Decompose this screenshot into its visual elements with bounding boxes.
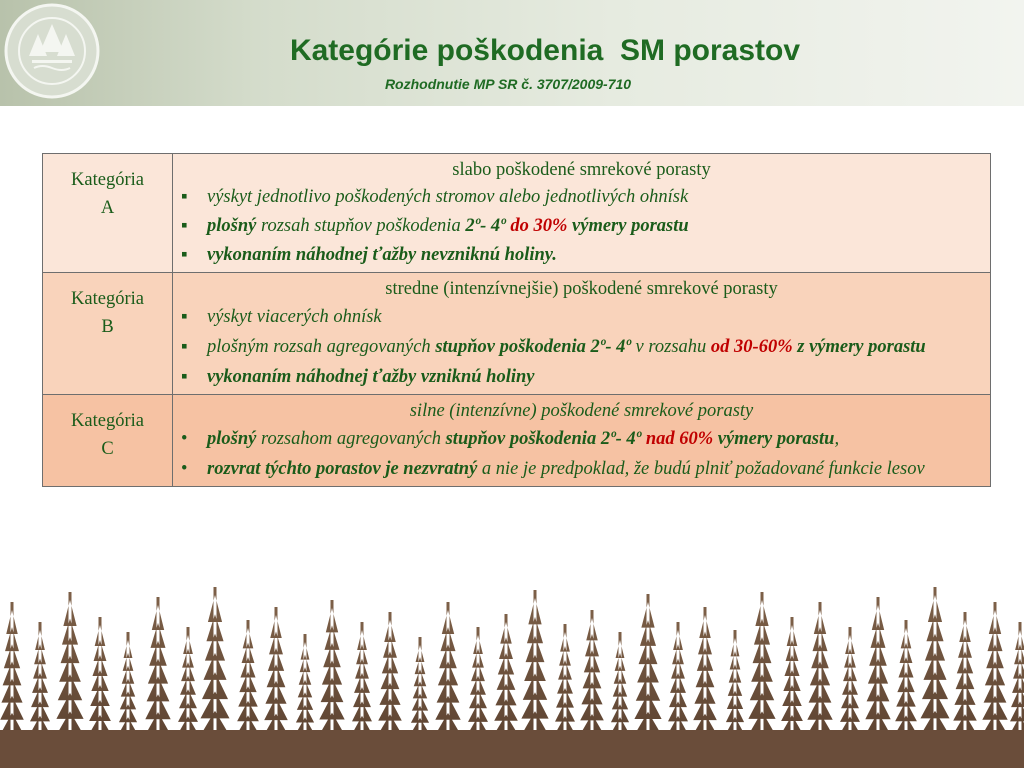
category-description-cell [173, 395, 991, 487]
category-heading: silne (intenzívne) poškodené smrekové porasty [409, 401, 754, 421]
square-bullet-icon: ▪ [181, 367, 188, 387]
damage-category-table [42, 153, 991, 487]
criteria-list [181, 183, 982, 270]
spruce-tree-icon [236, 620, 260, 736]
category-description-cell [173, 154, 991, 273]
spruce-tree-icon [610, 632, 630, 735]
category-label: Kategória [71, 170, 144, 190]
list-item: ▪ vykonaním náhodnej ťažby vzniknú holiny [181, 362, 982, 392]
spruce-tree-icon [0, 602, 25, 737]
spruce-tree-icon [318, 600, 346, 737]
round-bullet-icon: • [181, 459, 188, 479]
round-bullet-icon: • [181, 429, 188, 449]
category-letter: C [101, 439, 114, 459]
spruce-tree-icon [780, 617, 804, 736]
category-row-c [43, 395, 991, 487]
criteria-list [181, 424, 982, 484]
square-bullet-icon: ▪ [181, 187, 188, 207]
list-item: ▪ plošným rozsah agregovaných stupňov poškodenia 2º- 4º v rozsahu od 30-60% z výmery porastu [181, 332, 982, 362]
category-label-cell [43, 395, 173, 487]
spruce-tree-icon [692, 607, 718, 737]
spruce-tree-icon [434, 602, 462, 737]
spruce-tree-icon [667, 622, 689, 736]
spruce-tree-icon [725, 630, 745, 735]
list-item: ▪ plošný rozsah stupňov poškodenia 2º- 4º do 30% výmery porastu [181, 212, 982, 241]
page-title: Kategórie poškodenia SM porastov [289, 34, 801, 67]
spruce-tree-icon [88, 617, 112, 736]
spruce-tree-icon [981, 602, 1009, 737]
page-subtitle: Rozhodnutie MP SR č. 3707/2009-710 [384, 76, 632, 92]
spruce-tree-icon [55, 592, 85, 737]
category-letter: A [100, 198, 115, 218]
spruce-tree-icon [177, 627, 199, 735]
spruce-tree-icon [263, 607, 289, 737]
spruce-tree-icon [806, 602, 834, 737]
square-bullet-icon: ▪ [181, 337, 188, 357]
spruce-tree-icon [377, 612, 403, 736]
header-banner [0, 0, 1024, 106]
spruce-tree-icon [351, 622, 373, 736]
spruce-tree-icon [864, 597, 892, 737]
category-label: Kategória [71, 289, 144, 309]
category-label-cell [43, 273, 173, 395]
list-item: • plošný rozsahom agregovaných stupňov poškodenia 2º- 4º nad 60% výmery porastu, [181, 424, 982, 454]
square-bullet-icon: ▪ [181, 307, 188, 327]
category-row-b [43, 273, 991, 395]
spruce-tree-icon [554, 624, 576, 736]
category-label-cell [43, 154, 173, 273]
category-letter: B [101, 317, 114, 337]
spruce-tree-icon [952, 612, 978, 736]
spruce-tree-icon [295, 634, 315, 735]
spruce-tree-icon [118, 632, 138, 735]
square-bullet-icon: ▪ [181, 245, 188, 265]
spruce-tree-icon [894, 620, 918, 736]
list-item: ▪ výskyt viacerých ohnísk [181, 302, 982, 332]
category-description-cell [173, 273, 991, 395]
category-label: Kategória [71, 411, 144, 431]
category-heading: stredne (intenzívnejšie) poškodené smrekové porasty [385, 279, 778, 299]
criteria-list [181, 302, 982, 392]
spruce-tree-icon [467, 627, 489, 735]
list-item: ▪ výskyt jednotlivo poškodených stromov alebo jednotlivých ohnísk [181, 183, 982, 212]
spruce-tree-icon [839, 627, 861, 735]
spruce-tree-icon [1009, 622, 1024, 736]
spruce-tree-icon [29, 622, 51, 736]
spruce-tree-icon [633, 594, 663, 737]
square-bullet-icon: ▪ [181, 216, 188, 236]
list-item: • rozvrat týchto porastov je nezvratný a nie je predpoklad, že budú plniť požadované funkcie lesov [181, 454, 982, 484]
spruce-tree-icon [410, 637, 430, 735]
spruce-tree-icon [520, 590, 550, 738]
category-heading: slabo poškodené smrekové porasty [452, 160, 711, 180]
spruce-tree-icon [747, 592, 777, 737]
spruce-tree-icon [144, 597, 172, 737]
spruce-tree-icon [919, 587, 951, 738]
category-row-a [43, 154, 991, 273]
spruce-tree-icon [579, 610, 605, 736]
list-item: ▪ vykonaním náhodnej ťažby nevzniknú holiny. [181, 241, 982, 270]
spruce-tree-icon [493, 614, 519, 736]
spruce-tree-icon [199, 587, 231, 738]
spruce-forest-silhouette [0, 580, 1024, 768]
